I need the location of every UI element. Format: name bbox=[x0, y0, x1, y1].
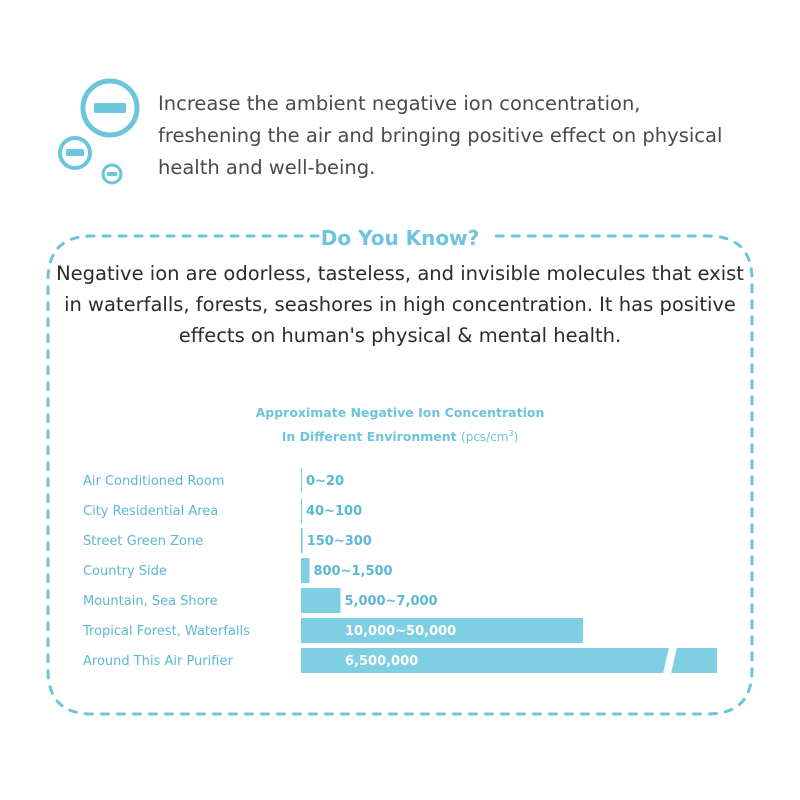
chart-title bbox=[0, 402, 800, 448]
did-you-know-text: Negative ion are odorless, tasteless, and invisible molecules that exist in waterfalls, forests, seashores in high concentration. It has positive effects on human's physical & mental health. bbox=[56, 262, 744, 347]
bar bbox=[301, 558, 309, 583]
category-label: City Residential Area bbox=[83, 504, 219, 519]
bar bbox=[301, 498, 302, 523]
category-label: Tropical Forest, Waterfalls bbox=[83, 624, 250, 639]
bar bbox=[301, 588, 340, 613]
concentration-chart bbox=[0, 460, 800, 690]
category-label: Country Side bbox=[83, 564, 167, 579]
category-label: Mountain, Sea Shore bbox=[83, 594, 218, 609]
value-label: 40~100 bbox=[306, 504, 363, 519]
intro-text: Increase the ambient negative ion concentration, freshening the air and bringing positive effect on physical health and well-being. bbox=[158, 92, 723, 179]
category-label: Air Conditioned Room bbox=[83, 474, 225, 489]
value-label: 6,500,000 bbox=[345, 654, 419, 669]
did-you-know-title: Do You Know? bbox=[320, 226, 480, 250]
chart-title-line-2: In Different Environment bbox=[281, 429, 457, 444]
chart-title-line-1: Approximate Negative Ion Concentration bbox=[255, 405, 545, 420]
value-label: 0~20 bbox=[306, 474, 345, 489]
bar bbox=[301, 528, 303, 553]
value-label: 5,000~7,000 bbox=[344, 594, 438, 609]
category-label: Around This Air Purifier bbox=[83, 654, 233, 669]
bar bbox=[301, 468, 302, 493]
value-label: 150~300 bbox=[306, 534, 372, 549]
value-label: 10,000~50,000 bbox=[345, 624, 457, 639]
category-label: Street Green Zone bbox=[83, 534, 204, 549]
chart-unit: $(pcs/cm^3)$ bbox=[461, 429, 519, 444]
value-label: 800~1,500 bbox=[313, 564, 393, 579]
